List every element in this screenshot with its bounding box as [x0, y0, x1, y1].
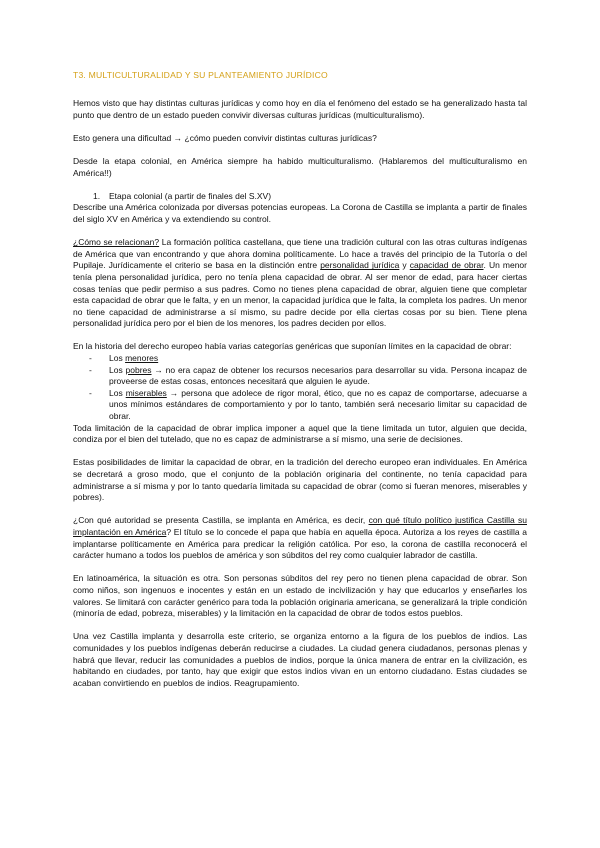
paragraph-categories: En la historia del derecho europeo había varias categorías genéricas que suponían límites en la capacidad de obrar: [73, 341, 512, 352]
paragraph-relation: ¿Cómo se relacionan? La formación política castellana, que tiene una tradición cultural con las otras culturas indígenas de América que van encontrando y que ahora domina políticamente. Lo hace a través del principio de la Tutoría o del Pupilaje. Jurídicamente el criterio se basa en la distinción entre personalidad jurídica y capacidad de obrar. Un menor tenía plena personalidad jurídica, pero no tenía plena capacidad de obrar. Al ser menor de edad, para hacer ciertas cosas tenías que pedir permiso a sus padres. Como no tienes plena capacidad de obrar, alguien tiene que completar esta capacidad de obrar que le falta, y en un menor, la capacidad jurídica que le falta, la completa los padres. Un menor no tiene capacidad de administrarse a sí mismo, su padre decide por ella ciertas cosas por su bien. Tiene plena personalidad jurídica pero por el bien de los menores, los padres deciden por ellos. [73, 237, 528, 329]
question-underlined: ¿Cómo se relacionan? [73, 237, 160, 248]
list-item: - Los pobres → no era capaz de obtener los recursos necesarios para desarrollar su vida. Persona incapaz de proveerse de estas cosas, entonces necesitará que alguien le ayude. [89, 364, 527, 387]
term-capacidad: capacidad de obrar [409, 260, 484, 271]
numbered-heading [73, 191, 527, 203]
list-number: 1. [93, 190, 101, 201]
paragraph-intro: Hemos visto que hay distintas culturas jurídicas y como hoy en día el fenómeno del estado se ha generalizado hasta tal punto que dentro de un estado pueden convivir diversas culturas jurídicas (multiculturalismo). [73, 98, 527, 120]
paragraph-describe: Describe una América colonizada por diversas potencias europeas. La Corona de Castilla se implanta a partir de finales del siglo XV en América y va extendiendo su control. [73, 202, 527, 224]
document-title: T3. MULTICULTURALIDAD Y SU PLANTEAMIENTO JURÍDICO [73, 70, 328, 80]
paragraph-latinoamerica: En latinoamérica, la situación es otra. Son personas súbditos del rey pero no tienen plena capacidad de obrar. Son como niños, son ingenuos e inocentes y están en un estado de incivilización y hay que educarlos y enseñarles los valores. Se limitará con carácter genérico para toda la población originaria americana, se generalizará la triple condición (minoría de edad, pobreza, miserables) y la limitación en la capacidad de obrar de todos estos pueblos. [73, 573, 527, 619]
list-heading-text: Etapa colonial (a partir de finales del S.XV) [109, 190, 272, 201]
list-item: - Los miserables → persona que adolece de rigor moral, ético, que no es capaz de comportarse, adecuarse a unos mínimos estándares de comportamiento y por lo tanto, también será necesario limitar su capacidad de obrar. [89, 387, 527, 422]
paragraph-authority: ¿Con qué autoridad se presenta Castilla, se implanta en América, es decir, con qué título político justifica Castilla su implantación en América? El título se lo concede el papa que había en aquella época. Autoriza a los reyes de castilla a implantarse políticamente en América para predicar la religión católica. Por eso, la corona de castilla reconocerá el carácter humano a todos los pueblos de américa y son súbditos del rey como cualquier labrador de castilla. [73, 515, 528, 561]
paragraph-colonial: Desde la etapa colonial, en América siempre ha habido multiculturalismo. (Hablaremos del multiculturalismo en América!!) [73, 155, 527, 178]
paragraph-limitation: Toda limitación de la capacidad de obrar implica imponer a aquel que la tiene limitada un tutor, alguien que decida, condiza por el bien del tutelado, que no es capaz de administrarse a sí mismo, una serie de decisiones. [73, 422, 527, 445]
paragraph-individual: Estas posibilidades de limitar la capacidad de obrar, en la tradición del derecho europeo eran individuales. En América se decretará a groso modo, que el conjunto de la población originaria del continente, no tenía capacidad para administrarse a sí misma y por lo tanto quedaría limitada su capacidad de obrar (como si fueran menores, miserables y pobres). [73, 457, 527, 503]
paragraph-difficulty: Esto genera una dificultad → ¿cómo pueden convivir distintas culturas jurídicas? [73, 132, 377, 143]
list-item: - Los menores [89, 353, 159, 364]
paragraph-pueblos: Una vez Castilla implanta y desarrolla este criterio, se organiza entorno a la figura de los pueblos de indios. Las comunidades y los pueblos indígenas deberán reducirse a ciudades. La ciudad genera ciudadanos, personas plenas y habrá que llevar, reducir las comunidades a pueblos de indios, porque la única manera de entrar en la civilización, es habitando en ciudades, por tanto, hay que exigir que estos indios vivan en un entorno ciudadano. Estas ciudades se acaban convirtiendo en pueblos de indios. Reagrupamiento. [73, 631, 527, 688]
term-personalidad: personalidad jurídica [320, 260, 400, 271]
title-question-underlined: con qué título político justifica Castilla su implantación en América [73, 515, 527, 537]
